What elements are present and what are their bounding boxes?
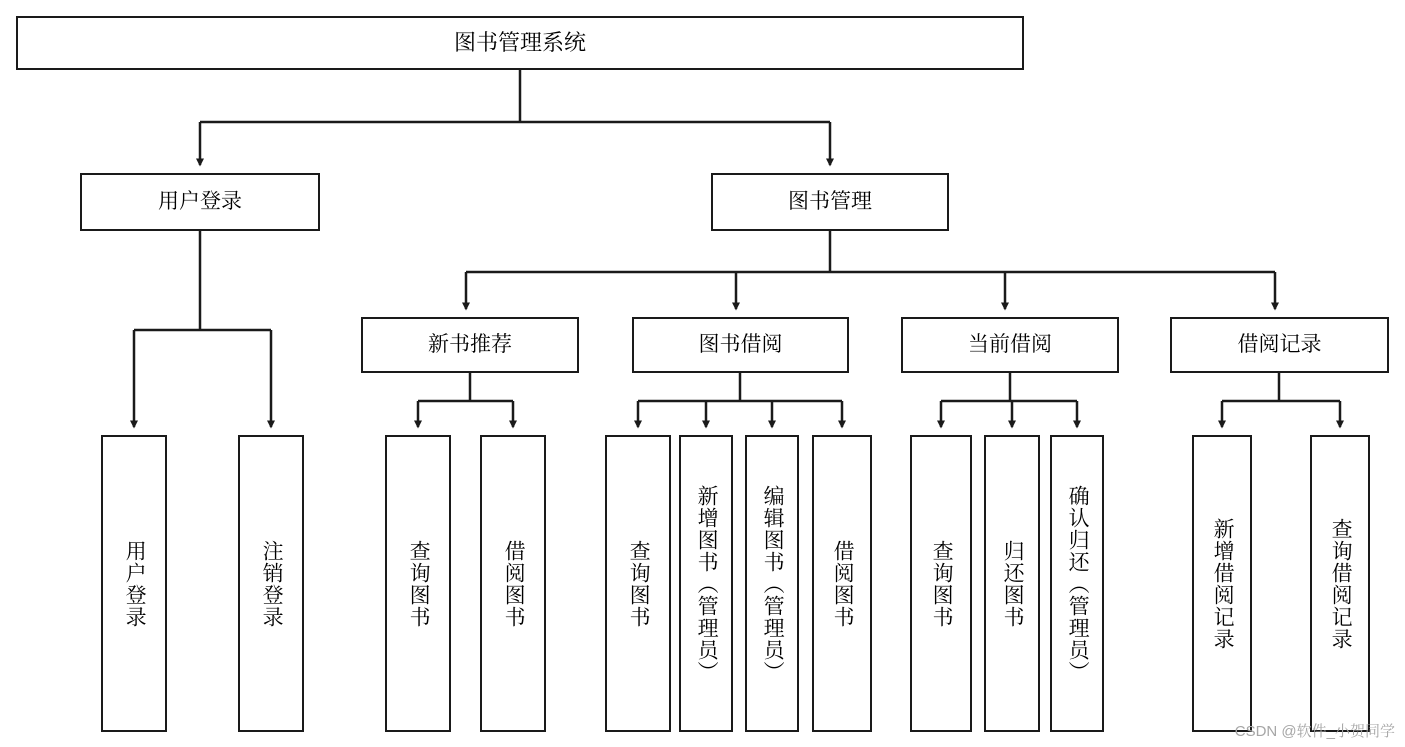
node-leaf-query-book-borrow[interactable]: 查询图书 <box>605 435 671 732</box>
node-leaf-query-book-new[interactable]: 查询图书 <box>385 435 451 732</box>
node-leaf-add-book-admin[interactable]: 新增图书（管理员） <box>679 435 733 732</box>
node-leaf-return-book[interactable]: 归还图书 <box>984 435 1040 732</box>
node-root[interactable]: 图书管理系统 <box>16 16 1024 70</box>
node-user-login[interactable]: 用户登录 <box>80 173 320 231</box>
watermark: CSDN @软件_小贺同学 <box>1234 723 1395 740</box>
node-leaf-borrow-book[interactable]: 借阅图书 <box>812 435 872 732</box>
node-new-book-recommend[interactable]: 新书推荐 <box>361 317 579 373</box>
node-leaf-edit-book-admin[interactable]: 编辑图书（管理员） <box>745 435 799 732</box>
node-leaf-borrow-book-new[interactable]: 借阅图书 <box>480 435 546 732</box>
node-book-borrow[interactable]: 图书借阅 <box>632 317 849 373</box>
node-leaf-user-login[interactable]: 用户登录 <box>101 435 167 732</box>
node-leaf-query-borrow-record[interactable]: 查询借阅记录 <box>1310 435 1370 732</box>
node-leaf-confirm-return-admin[interactable]: 确认归还（管理员） <box>1050 435 1104 732</box>
node-borrow-records[interactable]: 借阅记录 <box>1170 317 1389 373</box>
node-leaf-logout[interactable]: 注销登录 <box>238 435 304 732</box>
node-leaf-query-book-current[interactable]: 查询图书 <box>910 435 972 732</box>
node-leaf-add-borrow-record[interactable]: 新增借阅记录 <box>1192 435 1252 732</box>
node-book-management[interactable]: 图书管理 <box>711 173 949 231</box>
node-current-borrow[interactable]: 当前借阅 <box>901 317 1119 373</box>
